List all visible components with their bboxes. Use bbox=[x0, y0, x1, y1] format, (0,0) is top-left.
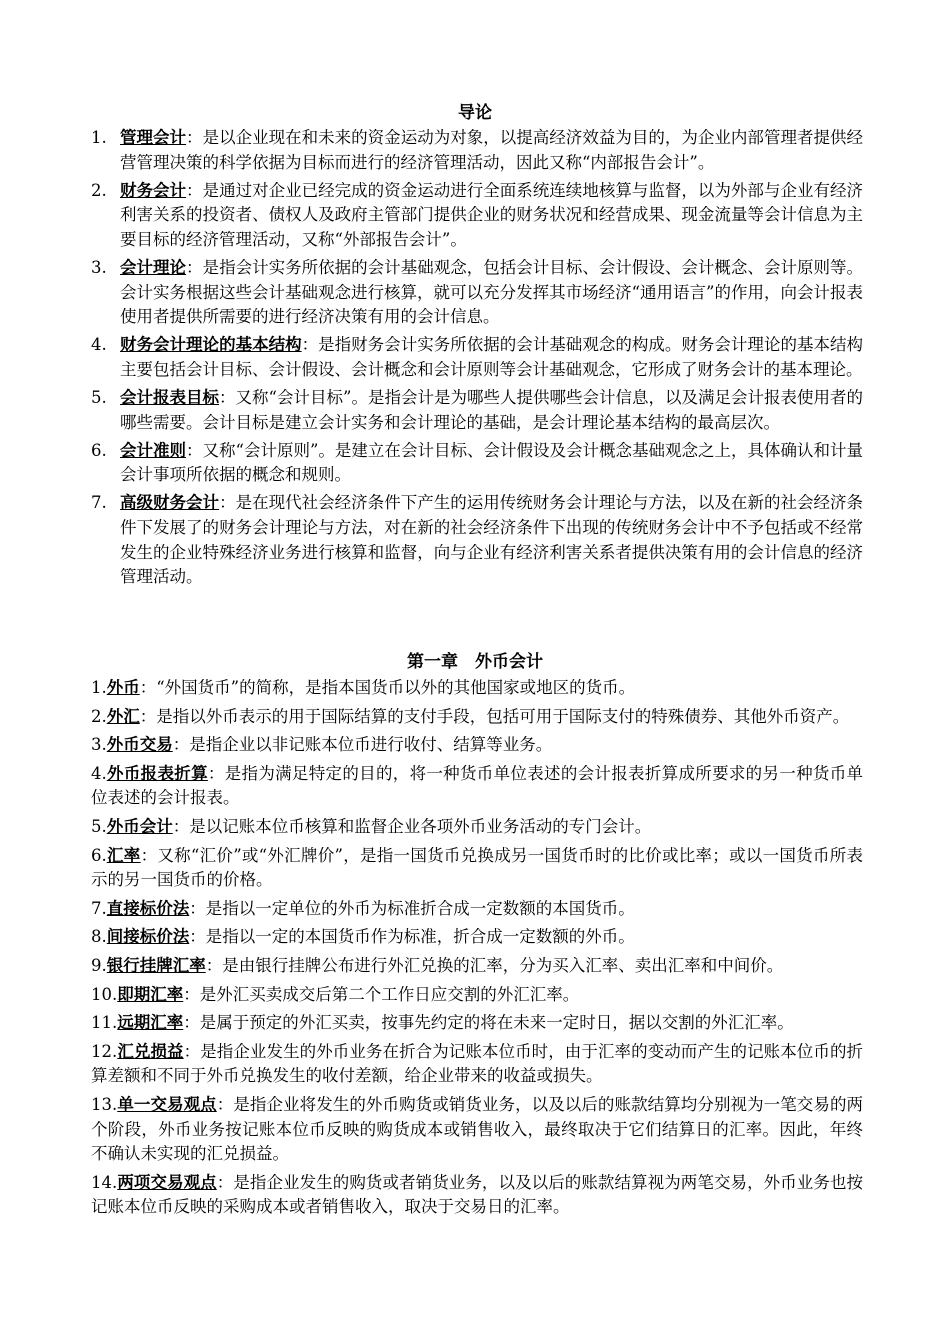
definition: 是指为满足特定的目的，将一种货币单位表述的会计报表折算成所要求的另一种货币单位表述的会计报表。 bbox=[91, 763, 864, 808]
item-number: 2. bbox=[91, 180, 107, 200]
term: 财务会计理论的基本结构 bbox=[120, 335, 302, 355]
separator: ： bbox=[172, 735, 190, 755]
separator: ： bbox=[219, 493, 236, 513]
item-number: 3. bbox=[91, 735, 107, 755]
separator: ： bbox=[216, 1172, 234, 1192]
separator: ： bbox=[219, 387, 236, 407]
item-number: 6. bbox=[91, 845, 107, 865]
definition: 是指以一定的本国货币作为标准，折合成一定数额的外币。 bbox=[205, 927, 635, 947]
term: 外币 bbox=[106, 678, 140, 697]
definition: 是指财务会计实务所依据的会计基础观念的构成。财务会计理论的基本结构主要包括会计目标、会计假设、会计概念和会计原则等会计基础观念，它形成了财务会计的基本理论。 bbox=[120, 335, 864, 379]
definition: 是以企业现在和未来的资金运动为对象，以提高经济效益为目的，为企业内部管理者提供经营管理决策的科学依据为目标而进行的经济管理活动，因此又称“内部报告会计”。 bbox=[120, 128, 864, 172]
separator: ： bbox=[186, 440, 203, 460]
separator: ： bbox=[140, 845, 158, 865]
item-number: 7. bbox=[91, 493, 107, 513]
separator: ： bbox=[186, 257, 203, 277]
item-number: 4. bbox=[91, 763, 107, 783]
definition: 是以记账本位币核算和监督企业各项外币业务活动的专门会计。 bbox=[189, 816, 652, 836]
item-number: 10. bbox=[91, 984, 118, 1004]
separator: ： bbox=[207, 763, 225, 783]
intro-definition-list bbox=[91, 126, 863, 593]
list-item bbox=[91, 179, 863, 253]
list-item bbox=[91, 705, 863, 730]
list-item bbox=[91, 126, 863, 175]
separator: ： bbox=[172, 816, 190, 836]
separator: ： bbox=[216, 1094, 234, 1114]
item-number: 2. bbox=[91, 706, 107, 726]
definition: 是指企业以非记账本位币进行收付、结算等业务。 bbox=[189, 735, 553, 755]
term: 直接标价法 bbox=[106, 898, 190, 918]
separator: ： bbox=[301, 335, 319, 355]
list-item bbox=[91, 1093, 863, 1167]
list-item bbox=[91, 983, 863, 1008]
list-item bbox=[91, 733, 863, 758]
definition: 是由银行挂牌公布进行外汇兑换的汇率，分为买入汇率、卖出汇率和中间价。 bbox=[222, 955, 784, 975]
term: 外汇 bbox=[106, 706, 140, 726]
separator: ： bbox=[183, 1041, 201, 1061]
definition: 又称“会计目标”。是指会计是为哪些人提供哪些会计信息，以及满足会计报表使用者的哪些需要。会计目标是建立会计实务和会计理论的基础，是会计理论基本结构的最高层次。 bbox=[120, 387, 864, 432]
list-item bbox=[91, 1011, 863, 1036]
intro-title: 导论 bbox=[458, 103, 492, 123]
separator: ： bbox=[183, 984, 200, 1004]
item-number: 12. bbox=[91, 1041, 118, 1061]
term: 外币交易 bbox=[106, 735, 173, 755]
item-number: 1. bbox=[91, 128, 107, 147]
definition: 是在现代社会经济条件下产生的运用传统财务会计理论与方法，以及在新的社会经济条件下发展了的财务会计理论与方法，对在新的社会经济条件下出现的传统财务会计中不予包括或不经常发生的企业特殊经济业务进行核算和监督，向与企业有经济利害关系者提供决策有用的会计信息的经济管理活动。 bbox=[120, 493, 864, 587]
item-number: 13. bbox=[91, 1094, 118, 1114]
term: 汇率 bbox=[106, 845, 141, 865]
term: 远期汇率 bbox=[117, 1013, 184, 1033]
item-number: 11. bbox=[91, 1013, 118, 1033]
definition: 是指以外币表示的用于国际结算的支付手段，包括可用于国际支付的特殊债券、其他外币资产。 bbox=[156, 706, 850, 726]
term: 两项交易观点 bbox=[117, 1172, 217, 1192]
list-item bbox=[91, 676, 863, 701]
definition: 又称“会计原则”。是建立在会计目标、会计假设及会计概念基础观念之上，具体确认和计量会计事项所依据的概念和规则。 bbox=[120, 440, 864, 485]
separator: ： bbox=[205, 955, 223, 975]
term: 财务会计 bbox=[120, 180, 187, 200]
list-item bbox=[91, 897, 863, 922]
list-item bbox=[91, 844, 863, 893]
item-number: 7. bbox=[91, 898, 107, 918]
list-item bbox=[91, 1040, 863, 1089]
term: 会计报表目标 bbox=[120, 387, 220, 407]
separator: ： bbox=[183, 1013, 200, 1033]
item-number: 4. bbox=[91, 335, 107, 355]
definition: 是指企业发生的购货或者销货业务，以及以后的账款结算视为两笔交易，外币业务也按记账本位币反映的采购成本或者销售收入，取决于交易日的汇率。 bbox=[91, 1172, 864, 1217]
term: 会计理论 bbox=[120, 257, 187, 277]
item-number: 3. bbox=[91, 257, 107, 277]
list-item bbox=[91, 815, 863, 840]
term: 高级财务会计 bbox=[120, 493, 220, 513]
term: 外币会计 bbox=[106, 816, 173, 836]
list-item bbox=[91, 954, 863, 979]
term: 间接标价法 bbox=[106, 927, 190, 947]
item-number: 6. bbox=[91, 440, 107, 460]
list-item bbox=[91, 925, 863, 950]
list-item bbox=[91, 1171, 863, 1220]
item-number: 1. bbox=[91, 678, 107, 697]
definition: 是指企业将发生的外币购货或销货业务，以及以后的账款结算均分别视为一笔交易的两个阶段，外币业务按记账本位币反映的购货成本或销售收入，最终取决于它们结算日的汇率。因此，年终不确认未实现的汇兑损益。 bbox=[91, 1094, 864, 1164]
term: 管理会计 bbox=[120, 128, 187, 147]
definition: 是指会计实务所依据的会计基础观念，包括会计目标、会计假设、会计概念、会计原则等。会计实务根据这些会计基础观念进行核算，就可以充分发挥其市场经济“通用语言”的作用，向会计报表使用者提供所需要的进行经济决策有用的会计信息。 bbox=[120, 257, 864, 327]
term: 会计准则 bbox=[120, 440, 187, 460]
definition: 是通过对企业已经完成的资金运动进行全面系统连续地核算与监督，以为外部与企业有经济利害关系的投资者、债权人及政府主管部门提供企业的财务状况和经营成果、现金流量等会计信息为主要目标的经济管理活动，又称“外部报告会计”。 bbox=[120, 180, 864, 249]
separator: ： bbox=[189, 927, 206, 947]
definition: 是属于预定的外汇买卖，按事先约定的将在未来一定时日，据以交割的外汇汇率。 bbox=[199, 1013, 794, 1033]
term: 银行挂牌汇率 bbox=[106, 955, 206, 975]
separator: ： bbox=[139, 706, 157, 726]
item-number: 14. bbox=[91, 1172, 118, 1192]
definition: 又称“汇价”或“外汇牌价”，是指一国货币兑换成另一国货币时的比价或比率；或以一国货币所表示的另一国货币的价格。 bbox=[91, 845, 864, 890]
chapter1-definition-list bbox=[91, 676, 863, 1224]
list-item bbox=[91, 256, 863, 330]
separator: ： bbox=[139, 678, 157, 697]
chapter1-title: 第一章 外币会计 bbox=[407, 652, 543, 672]
list-item bbox=[91, 439, 863, 488]
item-number: 5. bbox=[91, 387, 107, 407]
definition: 是指企业发生的外币业务在折合为记账本位币时，由于汇率的变动而产生的记账本位币的折算差额和不同于外币兑换发生的收付差额，给企业带来的收益或损失。 bbox=[91, 1041, 864, 1086]
list-item bbox=[91, 762, 863, 811]
item-number: 5. bbox=[91, 816, 107, 836]
term: 外币报表折算 bbox=[106, 763, 208, 783]
definition: 是外汇买卖成交后第二个工作日应交割的外汇汇率。 bbox=[199, 984, 580, 1004]
term: 单一交易观点 bbox=[117, 1094, 217, 1114]
list-item bbox=[91, 491, 863, 589]
separator: ： bbox=[189, 898, 206, 918]
item-number: 9. bbox=[91, 955, 107, 975]
separator: ： bbox=[186, 180, 203, 200]
item-number: 8. bbox=[91, 927, 107, 947]
separator: ： bbox=[186, 128, 203, 147]
list-item bbox=[91, 333, 863, 382]
list-item bbox=[91, 386, 863, 435]
term: 汇兑损益 bbox=[117, 1041, 184, 1061]
term: 即期汇率 bbox=[117, 984, 184, 1004]
definition: “外国货币”的简称，是指本国货币以外的其他国家或地区的货币。 bbox=[156, 678, 636, 697]
definition: 是指以一定单位的外币为标准折合成一定数额的本国货币。 bbox=[205, 898, 635, 918]
